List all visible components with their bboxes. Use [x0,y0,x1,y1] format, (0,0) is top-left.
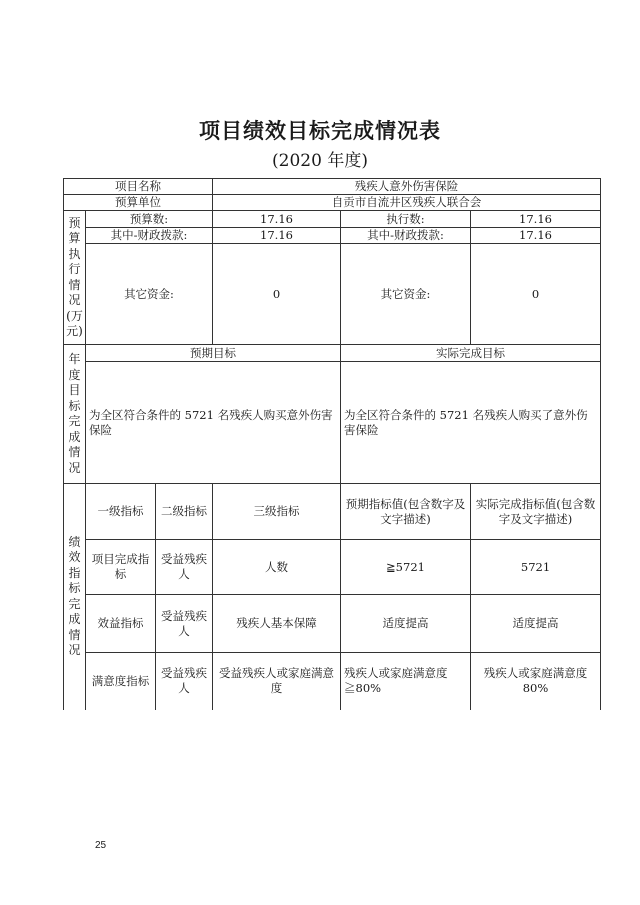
executed-amount-label: 执行数: [341,211,471,228]
actual-goal-header: 实际完成目标 [341,345,601,362]
expected-goal-header: 预期目标 [86,345,341,362]
performance-side-label: 绩效指标完成情况 [64,484,86,710]
level2-cell: 受益残疾人 [156,595,213,653]
table-row [64,653,601,710]
page-subtitle: (2020 年度) [272,151,368,171]
expected-goal-text: 为全区符合条件的 5721 名残疾人购买意外伤害保险 [86,362,341,484]
table-row [64,540,601,595]
expected-value-cell: 适度提高 [341,595,471,653]
budget-amount-label: 预算数: [86,211,213,228]
level3-header: 三级指标 [213,484,341,540]
level2-cell: 受益残疾人 [156,540,213,595]
page-number: 25 [95,840,107,851]
fiscal-budget-label: 其中-财政拨款: [86,228,213,244]
level2-cell: 受益残疾人 [156,653,213,710]
table-row [64,179,601,195]
budget-unit-value: 自贡市自流井区残疾人联合会 [213,195,601,211]
table-row [64,362,601,484]
page-title: 项目绩效目标完成情况表 [199,118,441,143]
actual-goal-text: 为全区符合条件的 5721 名残疾人购买了意外伤害保险 [341,362,601,484]
fiscal-executed-label: 其中-财政拨款: [341,228,471,244]
table-row [64,195,601,211]
level3-cell: 残疾人基本保障 [213,595,341,653]
table-row [64,484,601,540]
budget-unit-label: 预算单位 [64,195,213,211]
other-budget-label: 其它资金: [86,244,213,345]
performance-table [63,178,601,710]
fiscal-budget-value: 17.16 [213,228,341,244]
table-row [64,228,601,244]
table-row [64,244,601,345]
level1-cell: 项目完成指标 [86,540,156,595]
actual-value-cell: 残疾人或家庭满意度80% [471,653,601,710]
budget-side-label: 预算执行情况(万元) [64,211,86,345]
other-executed-label: 其它资金: [341,244,471,345]
expected-value-header: 预期指标值(包含数字及文字描述) [341,484,471,540]
table-row [64,345,601,362]
budget-amount-value: 17.16 [213,211,341,228]
actual-value-cell: 5721 [471,540,601,595]
level3-cell: 受益残疾人或家庭满意度 [213,653,341,710]
other-budget-value: 0 [213,244,341,345]
project-name-label: 项目名称 [64,179,213,195]
table-row [64,211,601,228]
table-row [64,595,601,653]
level1-header: 一级指标 [86,484,156,540]
project-name-value: 残疾人意外伤害保险 [213,179,601,195]
fiscal-executed-value: 17.16 [471,228,601,244]
executed-amount-value: 17.16 [471,211,601,228]
level1-cell: 效益指标 [86,595,156,653]
actual-value-header: 实际完成指标值(包含数字及文字描述) [471,484,601,540]
expected-value-cell: ≧5721 [341,540,471,595]
level2-header: 二级指标 [156,484,213,540]
expected-value-cell: 残疾人或家庭满意度≧80% [341,653,471,710]
other-executed-value: 0 [471,244,601,345]
level3-cell: 人数 [213,540,341,595]
level1-cell: 满意度指标 [86,653,156,710]
annual-goal-side-label: 年度目标完成情况 [64,345,86,484]
actual-value-cell: 适度提高 [471,595,601,653]
